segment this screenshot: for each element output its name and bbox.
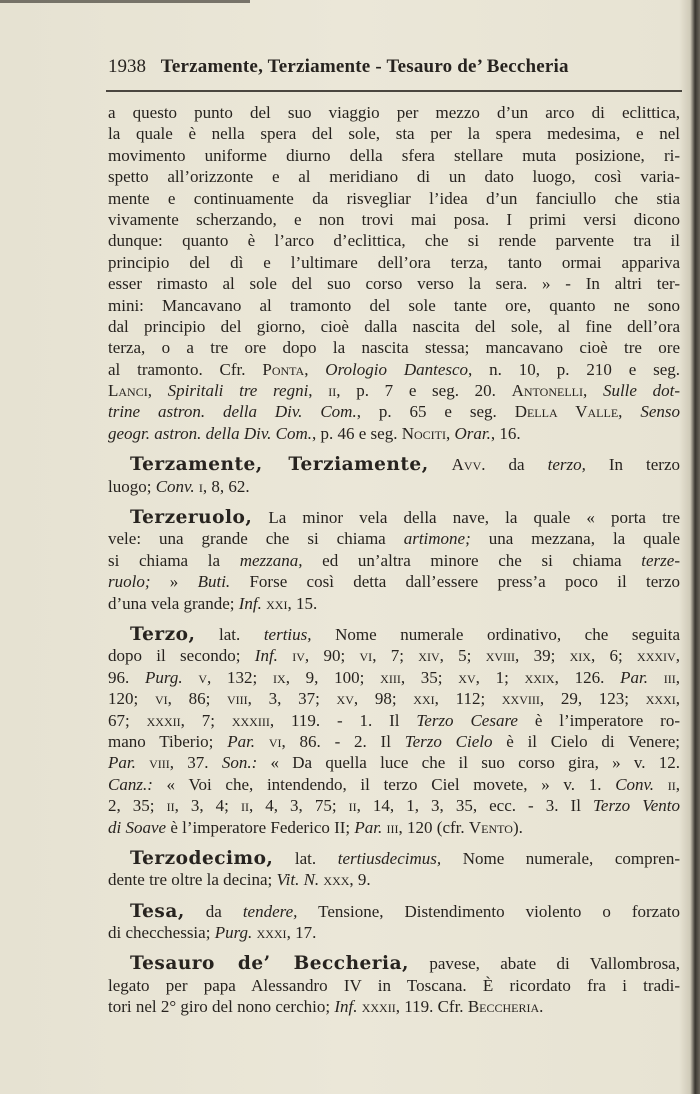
small-caps-text: iv: [292, 646, 305, 666]
text-run: , 17.: [286, 923, 317, 943]
text-run: , 9, 100;: [285, 667, 381, 687]
italic-text: Par.: [108, 753, 136, 773]
text-run: 120;: [108, 689, 155, 709]
small-caps-text: ix: [273, 667, 286, 687]
text-run: la quale è nella spera del sole, sta per la spera medesima, e nel: [108, 124, 680, 144]
text-run: , 6;: [590, 646, 638, 666]
italic-text: tertius,: [263, 624, 312, 644]
italic-text: Purg.: [145, 667, 183, 687]
italic-text: di Soave: [108, 817, 167, 837]
small-caps-text: xxix: [524, 667, 555, 687]
italic-text: Purg.: [214, 923, 253, 943]
italic-text: artimone;: [403, 529, 471, 549]
text-line: [108, 252, 680, 273]
text-run: mano Tiberio;: [108, 731, 228, 751]
small-caps-text: vi: [268, 731, 282, 751]
text-run: , 9.: [349, 870, 371, 890]
text-run: dal principio del giorno, cioè dalla nascita del sole, al fine dell’ora: [108, 316, 680, 336]
small-caps-text: i: [198, 476, 203, 496]
text-line: [108, 123, 680, 144]
text-run: , 86. - 2. Il: [281, 731, 405, 751]
italic-text: Par.: [354, 817, 383, 837]
text-run: ,: [582, 381, 603, 401]
small-caps-text: xix: [569, 646, 591, 666]
text-run: , p. 7 e seg. 20.: [336, 381, 512, 401]
text-run: , 16.: [490, 423, 521, 443]
text-run: d’una vela grande;: [108, 593, 239, 613]
small-caps-text: xviii: [485, 646, 516, 666]
entry-tesa: [108, 901, 680, 944]
text-run: , 35;: [400, 667, 459, 687]
text-run: al tramonto. Cfr.: [108, 359, 263, 379]
text-run: [255, 732, 269, 751]
text-run: a questo punto del suo viaggio per mezzo d’un arco di eclittica,: [108, 103, 680, 122]
text-run: , 37.: [169, 753, 222, 773]
entry-continuation: [108, 102, 680, 444]
text-run: Tensione, Distendimento violento o forzato: [297, 901, 680, 921]
text-line: [108, 688, 680, 709]
text-line: [108, 188, 680, 209]
running-header: [108, 56, 680, 84]
text-run: In terzo: [585, 455, 681, 475]
text-run: ,: [618, 402, 641, 422]
small-caps-text: xxxiv: [637, 646, 676, 666]
text-run: ,: [147, 381, 168, 401]
text-line: [108, 102, 680, 123]
small-caps-text: xxx: [323, 870, 350, 890]
small-caps-text: Antonelli: [511, 381, 583, 401]
small-caps-text: ii: [328, 381, 337, 401]
text-run: vivamente scherzando, e non trovi mai posa. I primi versi dicono: [108, 209, 680, 229]
italic-text: Buti.: [197, 572, 231, 592]
text-run: [278, 646, 292, 665]
text-line: [108, 528, 680, 549]
text-run: ,: [675, 646, 680, 666]
small-caps-text: viii: [227, 689, 248, 709]
text-run: mente e continuamente da risvegliar l’idea d’un fanciullo che stia: [108, 188, 680, 208]
italic-text: Inf.: [254, 646, 278, 666]
italic-text: Orar.: [454, 423, 491, 443]
text-run: dopo il secondo;: [108, 646, 255, 666]
headword: Terzodecimo,: [130, 847, 274, 869]
entry-tesauro-de-beccheria: [108, 953, 680, 1017]
text-line: [108, 953, 680, 974]
text-run: , 3, 37;: [247, 689, 337, 709]
page-number: 1938: [108, 56, 146, 77]
small-caps-text: xxxi: [645, 689, 676, 709]
italic-text: Orologio Dantesco: [325, 359, 469, 379]
italic-text: tertiusdecimus,: [337, 848, 442, 868]
text-run: da: [485, 455, 548, 475]
text-run: spetto all’orizzonte e al meridiano di un dato luogo, così varia-: [108, 167, 680, 187]
text-line: [108, 401, 680, 422]
text-run: ,: [308, 381, 329, 401]
italic-text: Inf.: [238, 593, 262, 613]
text-run: , 29, 123;: [539, 689, 646, 709]
text-run: Nome numerale, compren-: [441, 848, 680, 868]
text-line: [108, 922, 680, 943]
text-line: [108, 230, 680, 251]
italic-text: trine astron. della Div. Com.: [108, 402, 357, 422]
small-caps-text: xxi: [266, 593, 288, 613]
small-caps-text: iii: [663, 667, 676, 687]
scan-edge-mark: [0, 0, 250, 3]
text-run: 2, 35;: [108, 796, 167, 816]
text-line: [108, 731, 680, 752]
text-line: [108, 273, 680, 294]
text-line: [108, 795, 680, 816]
text-run: lat.: [273, 848, 338, 868]
text-run: pavese, abate di Vallombrosa,: [409, 954, 680, 974]
headword: Tesa,: [130, 900, 185, 922]
text-run: ,: [675, 774, 680, 794]
small-caps-text: Della Valle: [514, 402, 619, 422]
text-line: [108, 901, 680, 922]
text-run: , p. 65 e seg.: [356, 402, 515, 422]
text-run: mini: Mancavano al tramonto del sole tante ore, quanto ne sono: [108, 295, 680, 315]
text-run: , 120 (cfr.: [398, 817, 469, 837]
small-caps-text: ii: [240, 796, 249, 816]
text-run: ,: [304, 359, 326, 379]
text-run: , 132;: [207, 667, 274, 687]
small-caps-text: Lanci: [108, 381, 148, 401]
text-run: »: [150, 572, 198, 592]
text-run: terza, o a tre ore dopo la nascita stessa; mancavano cioè tre ore: [108, 338, 680, 358]
text-run: , 1;: [475, 667, 525, 687]
text-line: [108, 975, 680, 996]
text-run: è l’imperatore ro-: [517, 710, 680, 730]
text-line: [108, 507, 680, 528]
italic-text: terzo,: [547, 455, 586, 475]
page-body: [108, 102, 680, 1018]
small-caps-text: vi: [359, 646, 373, 666]
small-caps-text: xxviii: [501, 689, 540, 709]
italic-text: terze-: [641, 550, 680, 570]
text-run: di checchessia;: [108, 923, 215, 943]
italic-text: Conv.: [155, 476, 195, 496]
entry-terzamente: [108, 454, 680, 497]
italic-text: mezzana,: [239, 550, 303, 570]
text-run: ed un’altra minore che si chiama: [302, 550, 642, 570]
text-line: [108, 774, 680, 795]
text-run: vele: una grande che si chiama: [108, 529, 404, 549]
small-caps-text: Nociti: [401, 423, 446, 443]
text-run: [648, 668, 664, 687]
headword: Terzamente, Terziamente,: [130, 454, 429, 476]
small-caps-text: xxxi: [256, 923, 287, 943]
text-run: , 86;: [167, 689, 228, 709]
italic-text: Son.:: [221, 753, 258, 773]
small-caps-text: Ponta: [262, 359, 305, 379]
italic-text: Terzo Vento: [593, 796, 680, 816]
text-line: [108, 550, 680, 571]
text-line: [108, 359, 680, 380]
text-run: , 7;: [180, 710, 232, 730]
text-line: [108, 145, 680, 166]
running-title: Terzamente, Terziamente - Tesauro de’ Beccheria: [160, 56, 569, 77]
italic-text: Inf.: [334, 997, 358, 1017]
headword: Terzeruolo,: [130, 507, 253, 529]
text-line: [108, 337, 680, 358]
entry-terzeruolo: [108, 507, 680, 614]
small-caps-text: Beccheria: [467, 997, 540, 1017]
small-caps-text: iii: [386, 817, 399, 837]
text-run: [183, 668, 199, 687]
text-run: « Da quella luce che il suo corso gira, » v. 12.: [257, 753, 681, 773]
text-run: , 90;: [304, 646, 360, 666]
small-caps-text: ii: [348, 796, 357, 816]
text-run: movimento uniforme diurno della sfera stellare muta posizione, ri-: [108, 145, 680, 165]
text-run: , 15.: [287, 593, 318, 613]
text-line: [108, 593, 680, 614]
small-caps-text: xiv: [418, 646, 440, 666]
text-run: esser rimasto al sole del suo corso verso la sera. » - In altri ter-: [108, 274, 680, 294]
small-caps-text: Avv.: [451, 455, 486, 475]
text-run: , 4, 3, 75;: [248, 796, 349, 816]
small-caps-text: ii: [667, 774, 676, 794]
text-line: [108, 752, 680, 773]
small-caps-text: vi: [154, 689, 168, 709]
text-run: da: [184, 901, 243, 921]
italic-text: geogr. astron. della Div. Com.: [108, 423, 312, 443]
small-caps-text: xxi: [413, 689, 435, 709]
italic-text: Terzo Cielo: [404, 731, 493, 751]
text-run: « Voi che, intendendo, il terzo Ciel movete, » v. 1.: [152, 774, 616, 794]
text-run: , 8, 62.: [202, 476, 250, 496]
text-run: , 98;: [353, 689, 414, 709]
text-run: , 5;: [439, 646, 486, 666]
text-run: ,: [675, 667, 680, 687]
text-line: [108, 454, 680, 475]
small-caps-text: xxxiii: [231, 710, 270, 730]
text-run: 96.: [108, 667, 145, 687]
small-caps-text: viii: [149, 753, 170, 773]
text-run: Forse così detta dall’essere press’a poco il terzo: [230, 572, 681, 592]
text-line: [108, 667, 680, 688]
text-run: principio del dì e l’ultimare dell’ora terza, tanto ormai appariva: [108, 252, 680, 272]
text-run: .: [539, 997, 544, 1017]
small-caps-text: v: [198, 667, 208, 687]
text-line: [108, 423, 680, 444]
small-caps-text: xxxii: [146, 710, 181, 730]
small-caps-text: ii: [166, 796, 175, 816]
entry-terzo: [108, 624, 680, 838]
text-line: [108, 476, 680, 497]
text-line: [108, 996, 680, 1017]
entry-terzodecimo: [108, 848, 680, 891]
text-run: ,: [446, 423, 455, 443]
text-run: [654, 775, 668, 794]
text-line: [108, 624, 680, 645]
italic-text: ruolo;: [108, 572, 151, 592]
italic-text: Sulle dot-: [602, 381, 681, 401]
text-run: , 7;: [372, 646, 419, 666]
text-run: tori nel 2° giro del nono cerchio;: [108, 997, 335, 1017]
text-run: legato per papa Alessandro IV in Toscana. È ricordato fra i tradi-: [108, 975, 680, 995]
text-run: , 126.: [554, 667, 621, 687]
italic-text: Spiritali tre regni: [167, 381, 309, 401]
text-run: , 119. - 1. Il: [269, 710, 417, 730]
headword: Tesauro de’ Beccheria,: [130, 953, 409, 975]
small-caps-text: xiii: [380, 667, 401, 687]
text-run: , 14, 1, 3, 35, ecc. - 3. Il: [356, 796, 593, 816]
small-caps-text: xv: [458, 667, 476, 687]
headword: Terzo,: [130, 623, 196, 645]
italic-text: Conv.: [615, 774, 655, 794]
text-line: [108, 295, 680, 316]
small-caps-text: xxxii: [361, 997, 396, 1017]
text-run: dente tre oltre la decina;: [108, 870, 277, 890]
text-run: [136, 753, 149, 772]
text-line: [108, 380, 680, 401]
text-line: [108, 166, 680, 187]
text-run: lat.: [195, 624, 264, 644]
text-run: una mezzana, la quale: [470, 529, 680, 549]
text-run: ,: [675, 689, 680, 709]
text-run: Nome numerale ordinativo, che seguita: [311, 624, 680, 644]
text-line: [108, 848, 680, 869]
text-run: è l’imperatore Federico II;: [166, 817, 355, 837]
text-run: è il Cielo di Venere;: [492, 731, 681, 751]
text-run: , 39;: [515, 646, 570, 666]
italic-text: Senso: [640, 402, 680, 422]
text-line: [108, 316, 680, 337]
text-line: [108, 710, 680, 731]
italic-text: Par.: [620, 667, 648, 687]
text-run: 67;: [108, 710, 147, 730]
italic-text: Canz.:: [108, 774, 153, 794]
text-run: , n. 10, p. 210 e seg.: [468, 359, 680, 379]
text-line: [108, 817, 680, 838]
italic-text: Terzo Cesare: [416, 710, 518, 730]
text-run: [429, 455, 452, 474]
header-rule: [106, 90, 682, 92]
text-run: , 112;: [434, 689, 502, 709]
text-run: dunque: quanto è l’arco d’eclittica, che si rende parvente tra il: [108, 231, 680, 251]
text-line: [108, 869, 680, 890]
text-run: , 3, 4;: [174, 796, 241, 816]
text-run: luogo;: [108, 476, 156, 496]
italic-text: tendere,: [242, 901, 298, 921]
text-run: , 119. Cfr.: [395, 997, 468, 1017]
text-run: ).: [512, 817, 523, 837]
text-run: si chiama la: [108, 550, 240, 570]
italic-text: Vit. N.: [276, 870, 320, 890]
text-run: La minor vela della nave, la quale « porta tre: [252, 508, 680, 528]
text-line: [108, 571, 680, 592]
italic-text: Par.: [227, 731, 256, 751]
text-line: [108, 645, 680, 666]
text-line: [108, 209, 680, 230]
text-run: , p. 46 e seg.: [312, 423, 402, 443]
small-caps-text: xv: [336, 689, 354, 709]
small-caps-text: Vento: [468, 817, 513, 837]
